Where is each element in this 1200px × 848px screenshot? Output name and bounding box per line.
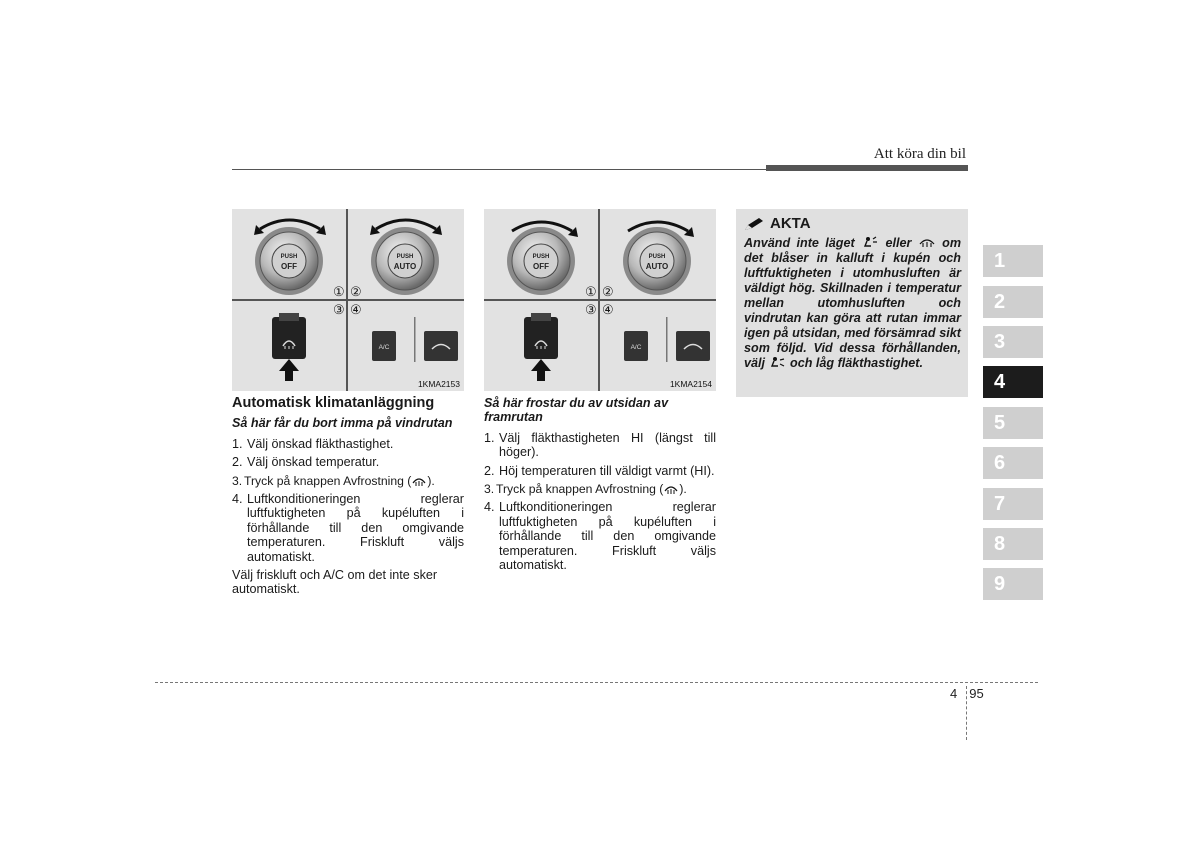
step xyxy=(484,431,716,460)
running-header: Att köra din bil xyxy=(873,146,966,162)
chapter-tab-2[interactable]: 2 xyxy=(983,286,1043,318)
caution-header xyxy=(744,215,961,232)
section-number: 4 xyxy=(950,686,958,701)
subheading: Så här frostar du av utsidan av framrutan xyxy=(484,396,669,425)
pencil-warning-icon xyxy=(744,217,764,231)
caution-text-part: eller xyxy=(885,236,912,250)
vent-floor-icon xyxy=(769,356,787,368)
step-text-after: ). xyxy=(679,482,687,497)
step-text: Luftkonditioneringen reglerar luftfuktigheten på kupéluften i förhållande till den omgivande temperaturen. Friskluft väljs automatiskt. xyxy=(247,492,464,564)
figure-code: 1KMA2154 xyxy=(669,379,712,389)
middle-column xyxy=(484,396,716,576)
step-text-before: Tryck på knappen Avfrostning ( xyxy=(244,473,412,488)
step-number: 2. xyxy=(484,463,495,478)
step-text: Välj önskad temperatur. xyxy=(247,455,380,470)
subheading: Så här får du bort imma på vindrutan xyxy=(232,416,453,431)
chapter-tab-9[interactable]: 9 xyxy=(983,568,1043,600)
figure-defog-panel xyxy=(232,209,464,391)
page-number xyxy=(950,686,984,701)
step-text xyxy=(244,474,435,488)
knob-label-push: PUSH xyxy=(648,254,666,260)
caution-text-part: Använd inte läget xyxy=(744,236,855,250)
defrost-icon xyxy=(663,483,679,495)
step-number: 3. xyxy=(232,473,243,488)
step-number: 1. xyxy=(484,430,495,445)
step-number: 1. xyxy=(232,436,243,451)
callout-3: ③ xyxy=(585,302,597,317)
knob-label-push: PUSH xyxy=(532,254,550,260)
defrost-icon xyxy=(918,236,936,248)
step-text: Luftkonditioneringen reglerar luftfuktigheten på kupéluften i förhållande till den omgivande temperaturen. Friskluft väljs automatiskt. xyxy=(499,500,716,573)
header-rule-accent xyxy=(766,165,968,171)
chapter-tab-4[interactable]: 4 xyxy=(983,366,1043,398)
step-text: Höj temperaturen till väldigt varmt (HI). xyxy=(499,463,715,478)
caution-text xyxy=(744,236,961,371)
step xyxy=(484,482,716,496)
knob-label-off: OFF xyxy=(533,262,549,271)
ac-button-label: A/C xyxy=(378,344,390,351)
defrost-icon xyxy=(411,475,427,487)
callout-1: ① xyxy=(333,284,345,299)
left-column xyxy=(232,396,464,597)
figure-defrost-panel xyxy=(484,209,716,391)
chapter-tab-5[interactable]: 5 xyxy=(983,407,1043,439)
chapter-tab-3[interactable]: 3 xyxy=(983,326,1043,358)
callout-3: ③ xyxy=(333,302,345,317)
ac-button-label: A/C xyxy=(630,344,642,351)
callout-4: ④ xyxy=(350,302,362,317)
step xyxy=(232,437,464,451)
note-paragraph: Välj friskluft och A/C om det inte sker automatiskt. xyxy=(232,568,438,597)
step xyxy=(484,464,716,478)
knob-label-push: PUSH xyxy=(396,254,414,260)
caution-text-part: om det blåser in kalluft i kupén och luftfuktigheten i utomhusluften är väldigt hög. Skillnaden i temperatur mellan utomhusluften och vindrutan kan göra att rutan immar igen på utsidan, med försämrad sikt som följd. Vid dessa förhållanden, välj xyxy=(744,236,962,370)
caution-box xyxy=(736,209,968,397)
step-text: Välj önskad fläkthastighet. xyxy=(247,436,394,451)
callout-4: ④ xyxy=(602,302,614,317)
figure-code: 1KMA2153 xyxy=(417,379,460,389)
step-number: 4. xyxy=(484,500,495,515)
step xyxy=(484,500,716,572)
page-number-value: 95 xyxy=(969,686,984,701)
callout-1: ① xyxy=(585,284,597,299)
knob-label-auto: AUTO xyxy=(645,262,669,271)
figure-divider-horizontal xyxy=(484,299,716,301)
step-text-before: Tryck på knappen Avfrostning ( xyxy=(496,482,664,497)
chapter-tab-7[interactable]: 7 xyxy=(983,488,1043,520)
step xyxy=(232,492,464,564)
chapter-tab-1[interactable]: 1 xyxy=(983,245,1043,277)
step-number: 2. xyxy=(232,455,243,470)
step-text-after: ). xyxy=(427,473,435,488)
knob-label-off: OFF xyxy=(281,262,297,271)
floor-defrost-icon xyxy=(861,236,879,248)
step-number: 4. xyxy=(232,492,243,507)
knob-label-auto: AUTO xyxy=(393,262,417,271)
step xyxy=(232,474,464,488)
callout-2: ② xyxy=(602,284,614,299)
figure-divider-horizontal xyxy=(232,299,464,301)
step xyxy=(232,455,464,469)
chapter-tab-8[interactable]: 8 xyxy=(983,528,1043,560)
chapter-tab-6[interactable]: 6 xyxy=(983,447,1043,479)
caution-title: AKTA xyxy=(770,215,811,232)
knob-label-push: PUSH xyxy=(280,254,298,260)
section-heading: Automatisk klimatanläggning xyxy=(232,395,435,411)
step-number: 3. xyxy=(484,482,495,497)
callout-2: ② xyxy=(350,284,362,299)
footer-rule xyxy=(155,682,1038,683)
step-text: Välj fläkthastigheten HI (längst till höger). xyxy=(499,430,716,460)
caution-text-part: och låg fläkthastighet. xyxy=(790,356,923,370)
step-text xyxy=(496,482,687,496)
